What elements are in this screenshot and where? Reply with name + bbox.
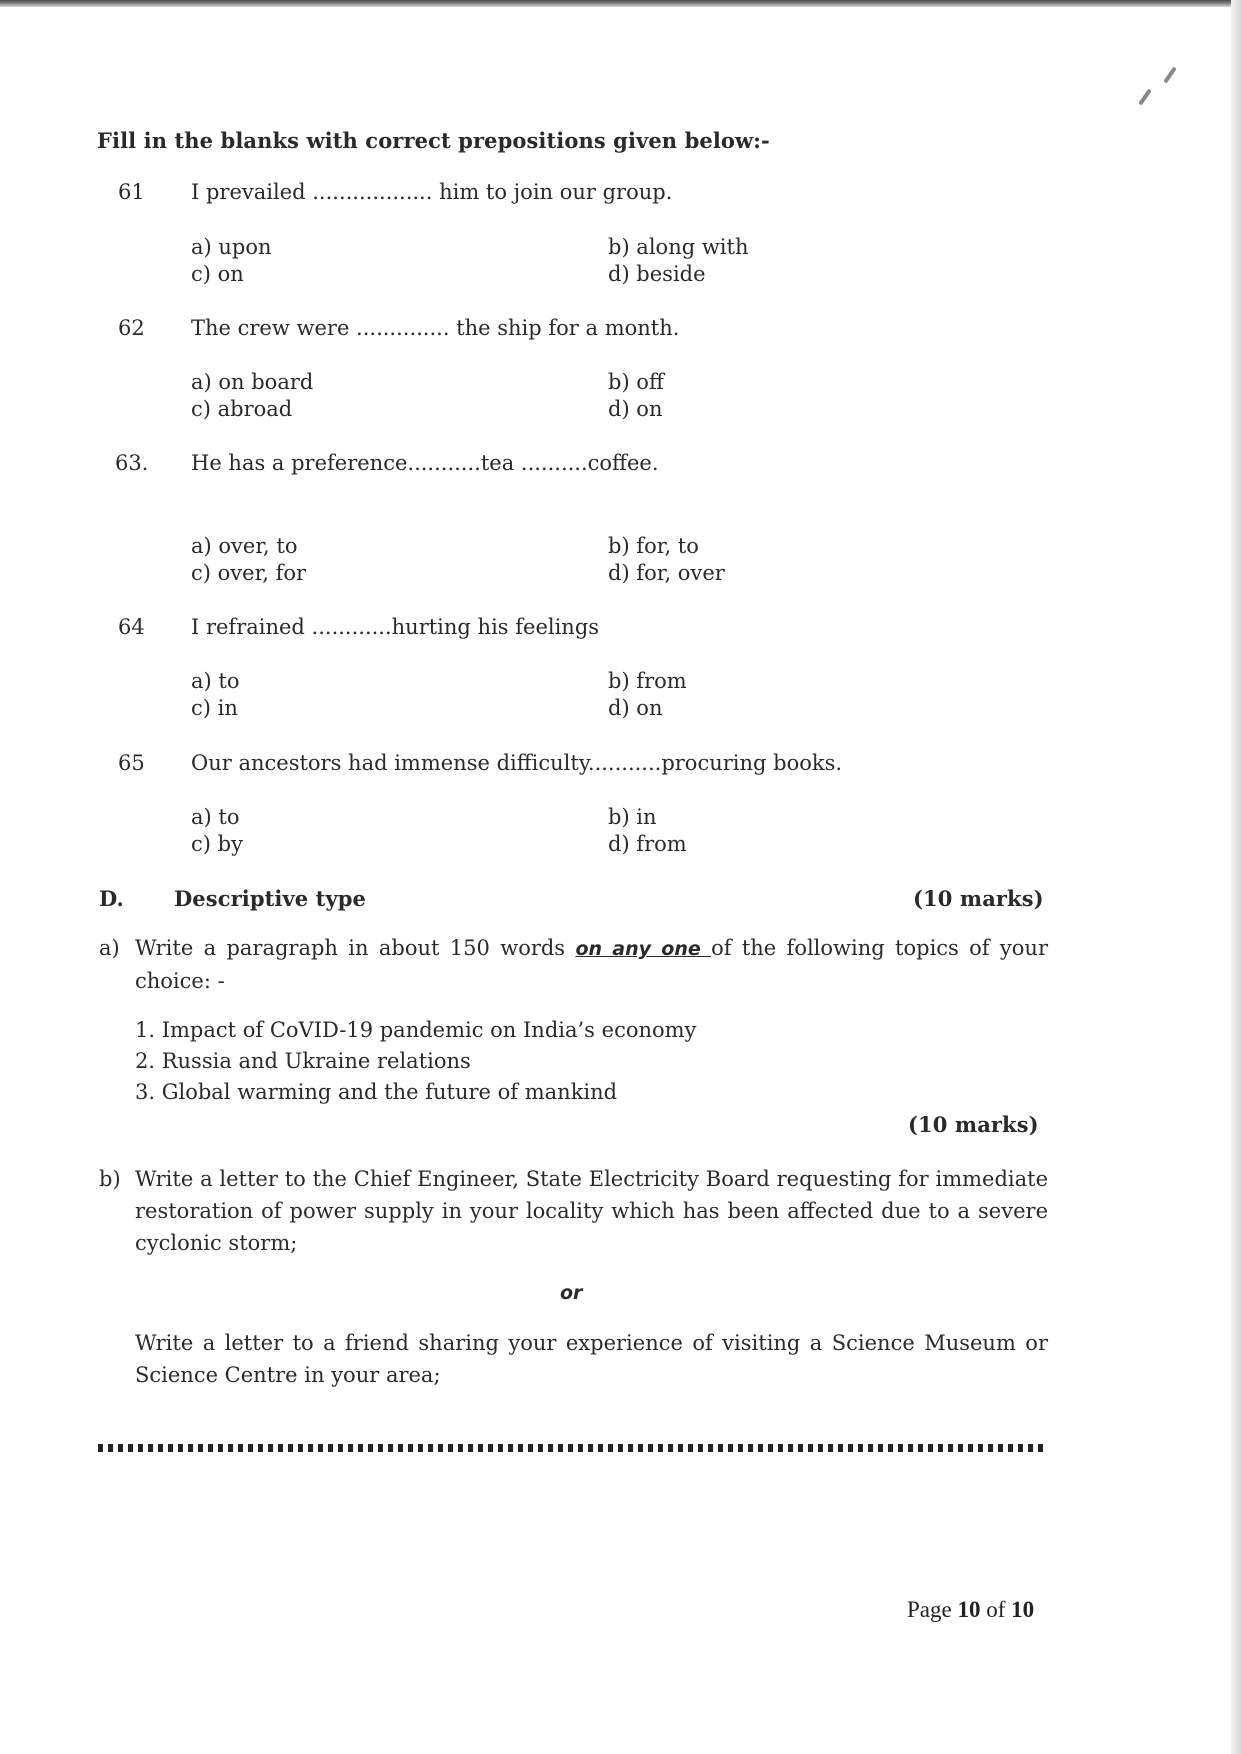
question-text: He has a preference...........tea ..........coffee. (191, 451, 659, 475)
page-of: of (980, 1597, 1012, 1622)
question-number: 65 (118, 751, 145, 775)
option-d: d) on (608, 397, 663, 421)
option-d: d) beside (608, 262, 706, 286)
part-a-marks: (10 marks) (908, 1112, 1039, 1137)
section-marks: (10 marks) (913, 886, 1044, 911)
pen-mark-icon (1163, 66, 1177, 83)
part-a-prompt (135, 932, 1048, 997)
scan-right-edge (1231, 0, 1241, 1754)
page-current: 10 (957, 1597, 981, 1622)
option-c: c) by (191, 832, 243, 856)
option-a: a) to (191, 669, 240, 693)
option-b: b) off (608, 370, 664, 394)
topic-item: 1. Impact of CoVID-19 pandemic on India’s economy (135, 1018, 697, 1042)
question-number: 63. (115, 451, 149, 475)
part-a-label: a) (99, 936, 120, 960)
option-a: a) upon (191, 235, 272, 259)
emphasis-text: on any one (575, 938, 712, 960)
option-b: b) for, to (608, 534, 699, 558)
topic-item: 3. Global warming and the future of mankind (135, 1080, 618, 1104)
prompt-text: Write a paragraph in about 150 words (135, 936, 576, 960)
option-d: d) from (608, 832, 687, 856)
topic-item: 2. Russia and Ukraine relations (135, 1049, 471, 1073)
page-number (907, 1597, 1034, 1623)
option-c: c) in (191, 696, 238, 720)
question-text: I refrained ............hurting his feelings (191, 615, 600, 639)
part-b-label: b) (99, 1167, 121, 1191)
option-c: c) abroad (191, 397, 293, 421)
scan-top-edge (0, 0, 1241, 7)
option-b: b) along with (608, 235, 749, 259)
page-prefix: Page (907, 1597, 958, 1622)
option-b: b) in (608, 805, 657, 829)
end-of-paper-divider (98, 1444, 1048, 1452)
option-a: a) over, to (191, 534, 298, 558)
question-text: I prevailed .................. him to join our group. (191, 180, 673, 204)
question-number: 64 (118, 615, 145, 639)
or-separator: or (560, 1282, 583, 1304)
section-title: Descriptive type (174, 886, 367, 911)
part-b-alt-prompt: Write a letter to a friend sharing your experience of visiting a Science Museum or Science Centre in your area; (135, 1331, 1048, 1387)
prompt-text: of the following topics of your choice: - (135, 936, 1048, 993)
option-b: b) from (608, 669, 687, 693)
option-c: c) over, for (191, 561, 307, 585)
pen-mark-icon (1138, 88, 1152, 105)
option-d: d) on (608, 696, 663, 720)
question-number: 61 (118, 180, 145, 204)
instructions-heading: Fill in the blanks with correct prepositions given below:- (97, 128, 770, 153)
topic-list (135, 1018, 696, 1111)
option-a: a) on board (191, 370, 314, 394)
option-a: a) to (191, 805, 240, 829)
option-d: d) for, over (608, 561, 725, 585)
question-text: The crew were .............. the ship for a month. (191, 316, 680, 340)
option-c: c) on (191, 262, 244, 286)
question-number: 62 (118, 316, 145, 340)
question-text: Our ancestors had immense difficulty...........procuring books. (191, 751, 843, 775)
part-b-prompt: Write a letter to the Chief Engineer, State Electricity Board requesting for immediate restoration of power supply in your locality which has been affected due to a severe cyclonic storm; (135, 1167, 1048, 1255)
page-total: 10 (1011, 1597, 1035, 1622)
section-label: D. (99, 886, 124, 911)
